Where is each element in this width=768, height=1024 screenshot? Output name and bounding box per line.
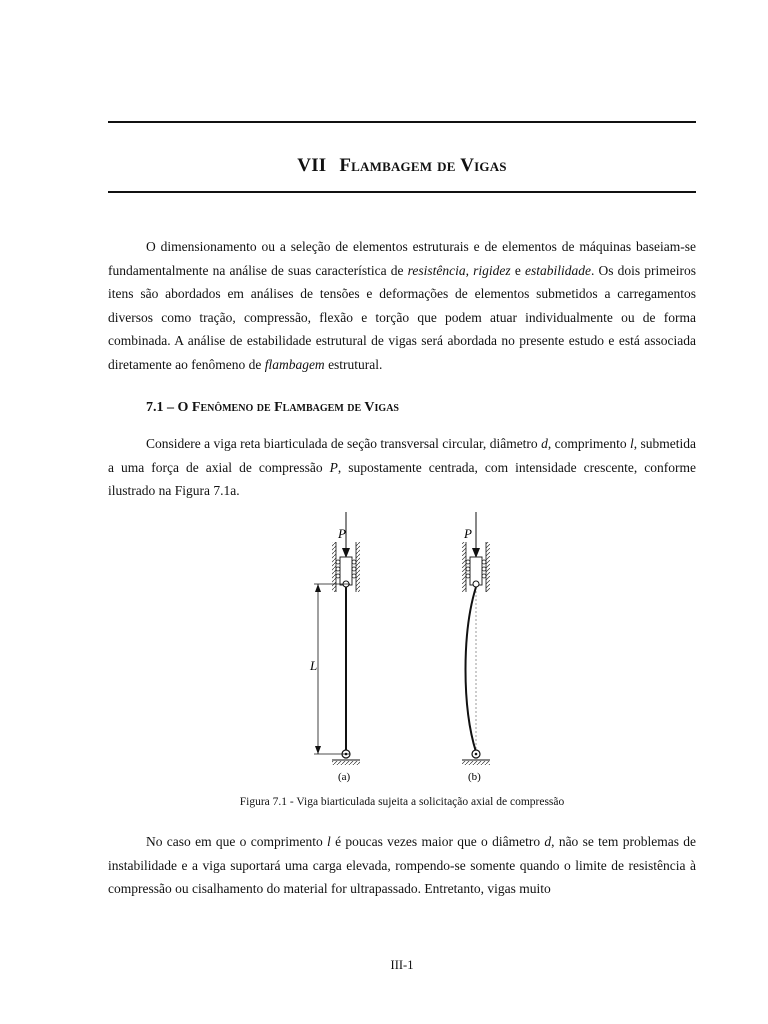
figure-buckling (290, 512, 530, 792)
figure-caption: Figura 7.1 - Viga biarticulada sujeita a solicitação axial de compressão (239, 796, 565, 808)
top-pin-b (473, 581, 479, 587)
column-a (309, 512, 360, 783)
ground-hatch-b (462, 761, 490, 765)
variable-d: d (544, 834, 552, 849)
text-span: é poucas vezes maior que o diâmetro (330, 834, 545, 849)
variable-p: P (329, 459, 338, 475)
label-p-a: P (338, 526, 346, 541)
chapter-title-text: Flambagem de Vigas (339, 155, 507, 176)
text-span: No caso em que o comprimento (146, 834, 328, 849)
paragraph-instability (108, 830, 696, 901)
arrowhead-b (472, 548, 480, 558)
ground-hatch-a (332, 761, 360, 765)
emphasis-estabilidade: estabilidade (524, 262, 591, 278)
guide-wall-right-b (486, 542, 490, 592)
text-span: , submetida a uma força de axial de compressão (108, 436, 697, 475)
bottom-rule (108, 191, 696, 193)
label-b: (b) (468, 771, 481, 783)
text-span: , (465, 262, 474, 278)
variable-l: l (327, 834, 331, 849)
text-span: , comprimento (547, 436, 630, 451)
buckling-diagram (290, 512, 530, 792)
label-a: (a) (338, 771, 351, 783)
guide-wall-left-a (332, 542, 336, 592)
variable-l: l (629, 436, 634, 451)
section-title: 7.1 – O Fenômeno de Flambagem de Vigas (146, 400, 399, 415)
variable-d: d (541, 436, 548, 451)
text-span: . Os dois primeiros itens são abordados em análises de tensões e deformações de elementos submetidos a carregamentos diversos como tração, compressão, flexão e torção que podem atuar individualmente ou de forma combinada. A análise de estabilidade estrutural de vigas será abordada no presente estudo e está associada diretamente ao fenômeno de (108, 262, 697, 372)
column-b (462, 512, 490, 783)
text-span: estrutural. (324, 356, 383, 372)
chapter-title (108, 155, 696, 177)
label-l: L (310, 658, 318, 673)
text-span: , supostamente centrada, com intensidade crescente, conforme ilustrado na Figura 7.1a. (108, 459, 696, 498)
emphasis-rigidez: rigidez (473, 262, 511, 278)
text-span: e (510, 262, 525, 278)
arrowhead-a (342, 548, 350, 558)
paragraph-intro (108, 235, 696, 376)
guide-wall-right-a (356, 542, 360, 592)
text-span: Considere a viga reta biarticulada de seção transversal circular, diâmetro (146, 436, 542, 451)
text-span: O dimensionamento ou a seleção de elementos estruturais e de elementos de máquinas baseiam-se fundamentalmente na análise de suas característica de (108, 239, 696, 278)
text-span: , não se tem problemas de instabilidade e a viga suportará uma carga elevada, rompendo-se somente quando o limite de resistência à compressão ou cisalhamento do material for ultrapassado. Entretanto, vigas muito (108, 834, 696, 896)
page-number: III-1 (390, 958, 414, 972)
chapter-number: VII (297, 155, 327, 176)
buckled-column-b (466, 587, 477, 752)
paragraph-consider (108, 432, 696, 503)
guide-wall-left-b (462, 542, 466, 592)
emphasis-flambagem: flambagem (264, 356, 325, 372)
top-rule (108, 121, 696, 123)
label-p-b: P (464, 526, 472, 541)
emphasis-resistencia: resistência (407, 262, 466, 278)
